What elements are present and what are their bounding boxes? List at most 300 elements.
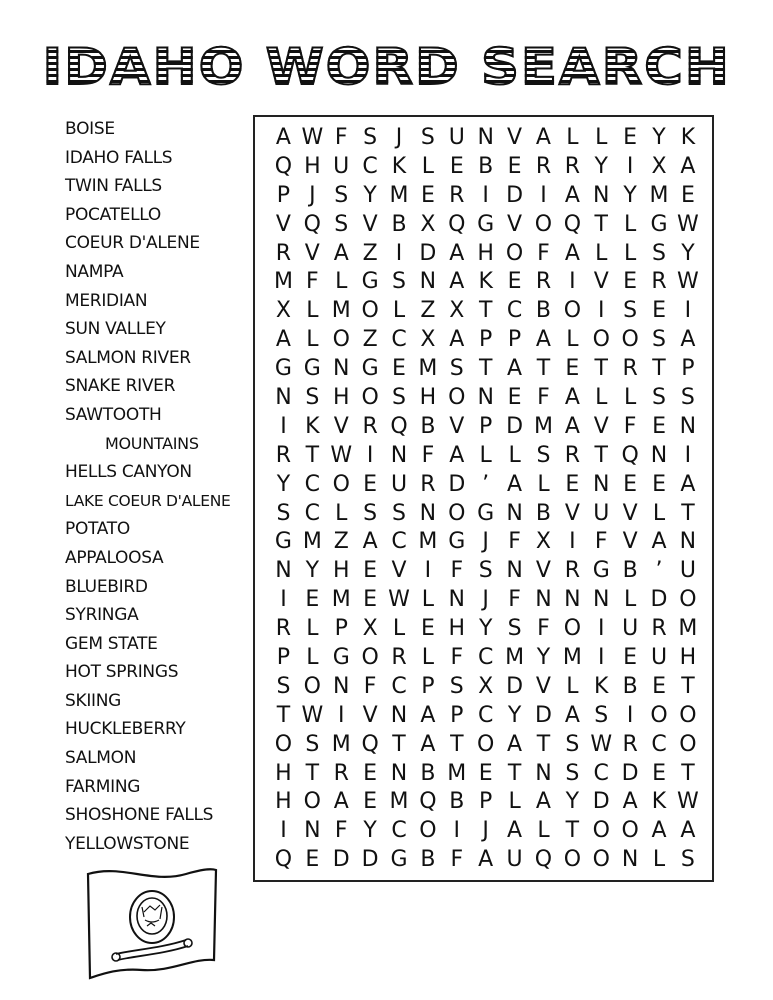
grid-cell[interactable]: A <box>420 731 436 757</box>
grid-cell[interactable]: N <box>390 760 408 786</box>
grid-cell[interactable]: E <box>420 616 435 642</box>
grid-cell[interactable]: L <box>537 471 550 497</box>
grid-cell[interactable]: P <box>479 413 493 439</box>
grid-cell[interactable]: A <box>507 356 523 382</box>
grid-cell[interactable]: P <box>276 182 291 208</box>
grid-cell[interactable]: I <box>424 558 432 584</box>
grid-cell[interactable]: S <box>363 500 378 526</box>
grid-cell[interactable]: H <box>304 153 321 179</box>
grid-cell[interactable]: I <box>597 298 605 324</box>
grid-cell[interactable]: W <box>330 442 353 468</box>
grid-cell[interactable]: O <box>592 818 610 844</box>
grid-cell[interactable]: D <box>621 760 639 786</box>
grid-cell[interactable]: F <box>450 645 464 671</box>
grid-cell[interactable]: D <box>650 587 668 613</box>
grid-cell[interactable]: T <box>450 731 464 757</box>
grid-cell[interactable]: F <box>594 529 608 555</box>
grid-cell[interactable]: N <box>332 673 350 699</box>
grid-cell[interactable]: M <box>505 645 525 671</box>
grid-cell[interactable]: L <box>306 298 319 324</box>
grid-cell[interactable]: O <box>361 645 379 671</box>
grid-cell[interactable]: T <box>536 731 551 757</box>
grid-cell[interactable]: B <box>622 673 638 699</box>
grid-cell[interactable]: W <box>677 269 699 295</box>
grid-cell[interactable]: R <box>535 269 552 295</box>
grid-cell[interactable]: N <box>679 413 697 439</box>
grid-cell[interactable]: M <box>389 182 409 208</box>
grid-cell[interactable]: S <box>334 182 349 208</box>
grid-cell[interactable]: I <box>626 153 634 179</box>
grid-cell[interactable]: R <box>362 413 378 439</box>
grid-cell[interactable]: E <box>623 471 638 497</box>
grid-cell[interactable]: A <box>680 153 696 179</box>
grid-cell[interactable]: S <box>420 125 435 150</box>
grid-cell[interactable]: S <box>276 673 291 699</box>
grid-cell[interactable]: X <box>420 327 436 353</box>
grid-cell[interactable]: O <box>361 385 379 411</box>
grid-cell[interactable]: W <box>677 789 699 815</box>
grid-cell[interactable]: U <box>506 847 523 873</box>
grid-cell[interactable]: I <box>540 182 547 208</box>
grid-cell[interactable]: D <box>592 789 610 815</box>
grid-cell[interactable]: C <box>477 645 494 671</box>
grid-cell[interactable]: V <box>507 211 523 237</box>
grid-cell[interactable]: O <box>679 587 697 613</box>
grid-cell[interactable]: P <box>450 702 464 728</box>
grid-cell[interactable]: L <box>306 645 319 671</box>
grid-cell[interactable]: D <box>332 847 350 873</box>
grid-cell[interactable]: Q <box>563 211 582 237</box>
grid-cell[interactable]: Y <box>363 818 377 844</box>
grid-cell[interactable]: A <box>478 847 494 873</box>
grid-cell[interactable]: A <box>535 789 551 815</box>
grid-cell[interactable]: T <box>594 211 608 237</box>
grid-cell[interactable]: N <box>332 356 350 382</box>
grid-cell[interactable]: E <box>305 587 320 613</box>
grid-cell[interactable]: F <box>306 269 319 295</box>
grid-cell[interactable]: A <box>449 327 465 353</box>
grid-cell[interactable]: C <box>391 529 407 555</box>
grid-cell[interactable]: R <box>564 442 580 468</box>
grid-cell[interactable]: I <box>626 702 634 728</box>
grid-cell[interactable]: O <box>563 847 582 873</box>
grid-cell[interactable]: L <box>335 500 348 526</box>
grid-cell[interactable]: I <box>684 298 692 324</box>
grid-cell[interactable]: U <box>593 500 610 526</box>
grid-cell[interactable]: L <box>392 298 406 324</box>
grid-cell[interactable]: Q <box>419 789 437 815</box>
grid-cell[interactable]: A <box>564 413 580 439</box>
grid-cell[interactable]: E <box>652 673 666 699</box>
grid-cell[interactable]: S <box>392 500 406 526</box>
grid-cell[interactable]: C <box>362 153 378 179</box>
grid-cell[interactable]: M <box>447 760 467 786</box>
grid-cell[interactable]: G <box>390 847 408 873</box>
grid-cell[interactable]: Y <box>478 616 493 642</box>
grid-cell[interactable]: P <box>681 356 695 382</box>
grid-cell[interactable]: X <box>449 298 465 324</box>
grid-cell[interactable]: E <box>623 269 638 295</box>
grid-cell[interactable]: L <box>421 587 435 613</box>
grid-cell[interactable]: D <box>506 673 524 699</box>
grid-cell[interactable]: H <box>332 558 350 584</box>
grid-cell[interactable]: E <box>652 413 666 439</box>
grid-cell[interactable]: A <box>564 182 580 208</box>
grid-cell[interactable]: F <box>537 240 550 266</box>
grid-cell[interactable]: F <box>363 673 377 699</box>
grid-cell[interactable]: S <box>680 847 695 873</box>
grid-cell[interactable]: L <box>421 645 435 671</box>
grid-cell[interactable]: Q <box>390 413 408 439</box>
grid-cell[interactable]: Z <box>362 327 378 353</box>
grid-cell[interactable]: J <box>482 529 489 555</box>
grid-cell[interactable]: I <box>482 182 489 208</box>
grid-cell[interactable]: S <box>652 240 666 266</box>
grid-cell[interactable]: I <box>280 413 287 439</box>
grid-cell[interactable]: A <box>622 789 638 815</box>
grid-cell[interactable]: D <box>506 182 524 208</box>
grid-cell[interactable]: O <box>563 616 582 642</box>
grid-cell[interactable]: A <box>651 529 667 555</box>
grid-cell[interactable]: N <box>419 269 437 295</box>
grid-cell[interactable]: V <box>507 125 523 150</box>
grid-cell[interactable]: O <box>679 731 697 757</box>
grid-cell[interactable]: E <box>652 471 666 497</box>
grid-cell[interactable]: M <box>418 529 438 555</box>
grid-cell[interactable]: A <box>333 240 349 266</box>
grid-cell[interactable]: V <box>391 558 407 584</box>
grid-cell[interactable]: L <box>479 442 492 468</box>
grid-cell[interactable]: A <box>564 385 580 411</box>
grid-cell[interactable]: P <box>334 616 348 642</box>
grid-cell[interactable]: F <box>334 125 348 150</box>
grid-cell[interactable]: N <box>448 587 466 613</box>
grid-cell[interactable]: Q <box>361 731 379 757</box>
grid-cell[interactable]: S <box>680 385 695 411</box>
grid-cell[interactable]: H <box>275 789 292 815</box>
grid-cell[interactable]: N <box>419 500 437 526</box>
grid-cell[interactable]: V <box>622 529 638 555</box>
grid-cell[interactable]: A <box>564 240 580 266</box>
grid-cell[interactable]: R <box>622 356 638 382</box>
grid-cell[interactable]: O <box>650 702 668 728</box>
grid-cell[interactable]: O <box>592 327 610 353</box>
grid-cell[interactable]: B <box>420 847 436 873</box>
grid-cell[interactable]: I <box>453 818 461 844</box>
grid-cell[interactable]: T <box>681 673 695 699</box>
grid-cell[interactable]: S <box>276 500 291 526</box>
grid-cell[interactable]: U <box>650 645 668 671</box>
grid-cell[interactable]: A <box>680 327 696 353</box>
grid-cell[interactable]: L <box>595 240 608 266</box>
grid-cell[interactable]: V <box>275 211 291 237</box>
grid-cell[interactable]: E <box>623 125 638 150</box>
grid-cell[interactable]: X <box>362 616 378 642</box>
grid-cell[interactable]: B <box>478 153 494 179</box>
grid-cell[interactable]: A <box>535 125 551 150</box>
grid-cell[interactable]: O <box>621 818 639 844</box>
grid-cell[interactable]: U <box>448 125 465 150</box>
grid-cell[interactable]: L <box>508 442 521 468</box>
grid-cell[interactable]: P <box>479 789 493 815</box>
grid-cell[interactable]: M <box>302 529 322 555</box>
grid-cell[interactable]: L <box>566 673 579 699</box>
grid-cell[interactable]: L <box>624 240 637 266</box>
grid-cell[interactable]: U <box>390 471 408 497</box>
grid-cell[interactable]: J <box>482 818 489 844</box>
grid-cell[interactable]: X <box>420 211 436 237</box>
grid-cell[interactable]: Y <box>305 558 320 584</box>
grid-cell[interactable]: H <box>275 760 292 786</box>
grid-cell[interactable]: G <box>274 356 292 382</box>
grid-cell[interactable]: E <box>363 587 378 613</box>
grid-cell[interactable]: B <box>622 558 638 584</box>
grid-cell[interactable]: L <box>421 153 435 179</box>
grid-cell[interactable]: W <box>301 125 324 150</box>
grid-cell[interactable]: O <box>361 298 379 324</box>
grid-cell[interactable]: C <box>304 471 321 497</box>
grid-cell[interactable]: J <box>309 182 316 208</box>
grid-cell[interactable]: A <box>449 442 465 468</box>
grid-cell[interactable]: S <box>594 702 609 728</box>
grid-cell[interactable]: S <box>536 442 551 468</box>
grid-cell[interactable]: T <box>594 442 608 468</box>
grid-cell[interactable]: I <box>280 818 287 844</box>
grid-cell[interactable]: L <box>566 125 579 150</box>
grid-cell[interactable]: R <box>275 442 292 468</box>
grid-cell[interactable]: Y <box>363 182 377 208</box>
grid-cell[interactable]: M <box>273 269 293 295</box>
grid-cell[interactable]: G <box>650 211 668 237</box>
grid-cell[interactable]: B <box>420 413 436 439</box>
grid-cell[interactable]: G <box>361 269 379 295</box>
grid-cell[interactable]: D <box>361 847 379 873</box>
grid-cell[interactable]: R <box>420 471 436 497</box>
grid-cell[interactable]: M <box>678 616 698 642</box>
grid-cell[interactable]: L <box>306 327 319 353</box>
grid-cell[interactable]: T <box>305 442 320 468</box>
grid-cell[interactable]: ’ <box>482 471 490 497</box>
grid-cell[interactable]: C <box>506 298 523 324</box>
grid-cell[interactable]: Q <box>274 847 293 873</box>
grid-cell[interactable]: R <box>333 760 349 786</box>
grid-cell[interactable]: O <box>592 847 610 873</box>
grid-cell[interactable]: U <box>333 153 350 179</box>
grid-cell[interactable]: F <box>537 616 550 642</box>
grid-cell[interactable]: Y <box>565 789 580 815</box>
grid-cell[interactable]: T <box>536 356 551 382</box>
grid-cell[interactable]: N <box>621 847 639 873</box>
grid-cell[interactable]: F <box>450 847 464 873</box>
grid-cell[interactable]: E <box>652 760 666 786</box>
grid-cell[interactable]: E <box>420 182 435 208</box>
grid-cell[interactable]: E <box>565 356 580 382</box>
grid-cell[interactable]: G <box>361 356 379 382</box>
grid-cell[interactable]: L <box>392 616 406 642</box>
grid-cell[interactable]: S <box>623 298 638 324</box>
grid-cell[interactable]: S <box>652 385 666 411</box>
grid-cell[interactable]: L <box>508 789 521 815</box>
grid-cell[interactable]: L <box>624 385 637 411</box>
grid-cell[interactable]: Q <box>534 847 553 873</box>
grid-cell[interactable]: S <box>305 385 320 411</box>
grid-cell[interactable]: S <box>449 356 464 382</box>
grid-cell[interactable]: N <box>506 500 523 526</box>
grid-cell[interactable]: L <box>566 327 579 353</box>
grid-cell[interactable]: F <box>450 558 464 584</box>
grid-cell[interactable]: X <box>275 298 291 324</box>
grid-cell[interactable]: V <box>622 500 638 526</box>
grid-cell[interactable]: T <box>594 356 608 382</box>
grid-cell[interactable]: S <box>392 385 406 411</box>
grid-cell[interactable]: Y <box>652 125 666 150</box>
grid-cell[interactable]: S <box>565 731 580 757</box>
grid-cell[interactable]: N <box>679 529 697 555</box>
grid-cell[interactable]: V <box>333 413 349 439</box>
grid-cell[interactable]: I <box>569 529 576 555</box>
grid-cell[interactable]: H <box>448 616 466 642</box>
grid-cell[interactable]: X <box>478 673 494 699</box>
grid-cell[interactable]: I <box>569 269 576 295</box>
grid-cell[interactable]: E <box>623 645 638 671</box>
grid-cell[interactable]: V <box>564 500 580 526</box>
grid-cell[interactable]: G <box>477 211 495 237</box>
grid-cell[interactable]: C <box>477 702 494 728</box>
grid-cell[interactable]: A <box>507 818 523 844</box>
grid-cell[interactable]: T <box>681 760 695 786</box>
grid-cell[interactable]: A <box>275 327 291 353</box>
grid-cell[interactable]: O <box>448 385 466 411</box>
grid-cell[interactable]: O <box>534 211 553 237</box>
grid-cell[interactable]: X <box>535 529 551 555</box>
grid-cell[interactable]: K <box>680 125 696 150</box>
grid-cell[interactable]: Z <box>333 529 349 555</box>
grid-cell[interactable]: L <box>624 587 637 613</box>
grid-cell[interactable]: A <box>333 789 349 815</box>
grid-cell[interactable]: L <box>537 818 550 844</box>
grid-cell[interactable]: K <box>594 673 609 699</box>
grid-cell[interactable]: C <box>651 731 667 757</box>
grid-cell[interactable]: Q <box>303 211 321 237</box>
grid-cell[interactable]: O <box>621 327 639 353</box>
grid-cell[interactable]: R <box>391 645 407 671</box>
grid-cell[interactable]: O <box>679 702 697 728</box>
grid-cell[interactable]: S <box>478 558 493 584</box>
grid-cell[interactable]: I <box>280 587 287 613</box>
grid-cell[interactable]: E <box>507 153 522 179</box>
grid-cell[interactable]: C <box>391 818 407 844</box>
grid-cell[interactable]: M <box>331 587 351 613</box>
grid-cell[interactable]: A <box>680 818 696 844</box>
grid-cell[interactable]: Y <box>594 153 608 179</box>
grid-cell[interactable]: E <box>652 298 666 324</box>
grid-cell[interactable]: B <box>535 500 551 526</box>
grid-cell[interactable]: N <box>564 587 581 613</box>
grid-cell[interactable]: O <box>505 240 524 266</box>
grid-cell[interactable]: T <box>565 818 580 844</box>
grid-cell[interactable]: S <box>565 760 580 786</box>
grid-cell[interactable]: W <box>677 211 699 237</box>
grid-cell[interactable]: A <box>564 702 580 728</box>
grid-cell[interactable]: P <box>479 327 493 353</box>
grid-cell[interactable]: M <box>389 789 409 815</box>
grid-cell[interactable]: D <box>448 471 466 497</box>
grid-cell[interactable]: R <box>651 269 667 295</box>
grid-cell[interactable]: B <box>420 760 436 786</box>
grid-cell[interactable]: S <box>652 327 666 353</box>
grid-cell[interactable]: R <box>651 616 667 642</box>
grid-cell[interactable]: K <box>478 269 493 295</box>
grid-cell[interactable]: N <box>275 385 292 411</box>
grid-cell[interactable]: J <box>482 587 489 613</box>
grid-cell[interactable]: V <box>449 413 465 439</box>
grid-cell[interactable]: B <box>535 298 551 324</box>
grid-cell[interactable]: F <box>334 818 348 844</box>
grid-cell[interactable]: M <box>649 182 669 208</box>
grid-cell[interactable]: N <box>593 587 610 613</box>
grid-cell[interactable]: R <box>564 153 580 179</box>
grid-cell[interactable]: K <box>651 789 667 815</box>
grid-cell[interactable]: N <box>390 702 408 728</box>
grid-cell[interactable]: O <box>274 731 293 757</box>
grid-cell[interactable]: E <box>449 153 464 179</box>
grid-cell[interactable]: A <box>275 125 291 150</box>
grid-cell[interactable]: B <box>449 789 465 815</box>
grid-cell[interactable]: P <box>507 327 522 353</box>
grid-cell[interactable]: W <box>388 587 410 613</box>
grid-cell[interactable]: H <box>679 645 697 671</box>
grid-cell[interactable]: N <box>650 442 668 468</box>
grid-cell[interactable]: A <box>651 818 667 844</box>
grid-cell[interactable]: E <box>363 789 378 815</box>
grid-cell[interactable]: S <box>363 125 378 150</box>
grid-cell[interactable]: G <box>448 529 466 555</box>
grid-cell[interactable]: Z <box>420 298 436 324</box>
grid-cell[interactable]: A <box>449 269 465 295</box>
grid-cell[interactable]: F <box>623 413 637 439</box>
grid-cell[interactable]: Y <box>507 702 522 728</box>
grid-cell[interactable]: V <box>593 269 609 295</box>
grid-cell[interactable]: F <box>508 529 521 555</box>
grid-cell[interactable]: ’ <box>655 558 663 584</box>
grid-cell[interactable]: I <box>395 240 403 266</box>
grid-cell[interactable]: K <box>391 153 407 179</box>
grid-cell[interactable]: Y <box>681 240 695 266</box>
grid-cell[interactable]: F <box>421 442 435 468</box>
grid-cell[interactable]: U <box>622 616 639 642</box>
grid-cell[interactable]: S <box>334 211 349 237</box>
grid-cell[interactable]: E <box>680 182 695 208</box>
grid-cell[interactable]: G <box>592 558 610 584</box>
grid-cell[interactable]: Q <box>448 211 466 237</box>
grid-cell[interactable]: S <box>305 731 320 757</box>
grid-cell[interactable]: R <box>622 731 638 757</box>
grid-cell[interactable]: C <box>391 327 407 353</box>
grid-cell[interactable]: E <box>565 471 580 497</box>
grid-cell[interactable]: W <box>301 702 324 728</box>
grid-cell[interactable]: Y <box>276 471 291 497</box>
grid-cell[interactable]: M <box>533 413 553 439</box>
grid-cell[interactable]: O <box>332 471 350 497</box>
grid-cell[interactable]: X <box>651 153 667 179</box>
grid-cell[interactable]: A <box>362 529 378 555</box>
grid-cell[interactable]: T <box>652 356 666 382</box>
grid-cell[interactable]: V <box>535 673 551 699</box>
grid-cell[interactable]: H <box>419 385 437 411</box>
grid-cell[interactable]: C <box>593 760 609 786</box>
grid-cell[interactable]: O <box>419 818 437 844</box>
grid-cell[interactable]: P <box>421 673 435 699</box>
